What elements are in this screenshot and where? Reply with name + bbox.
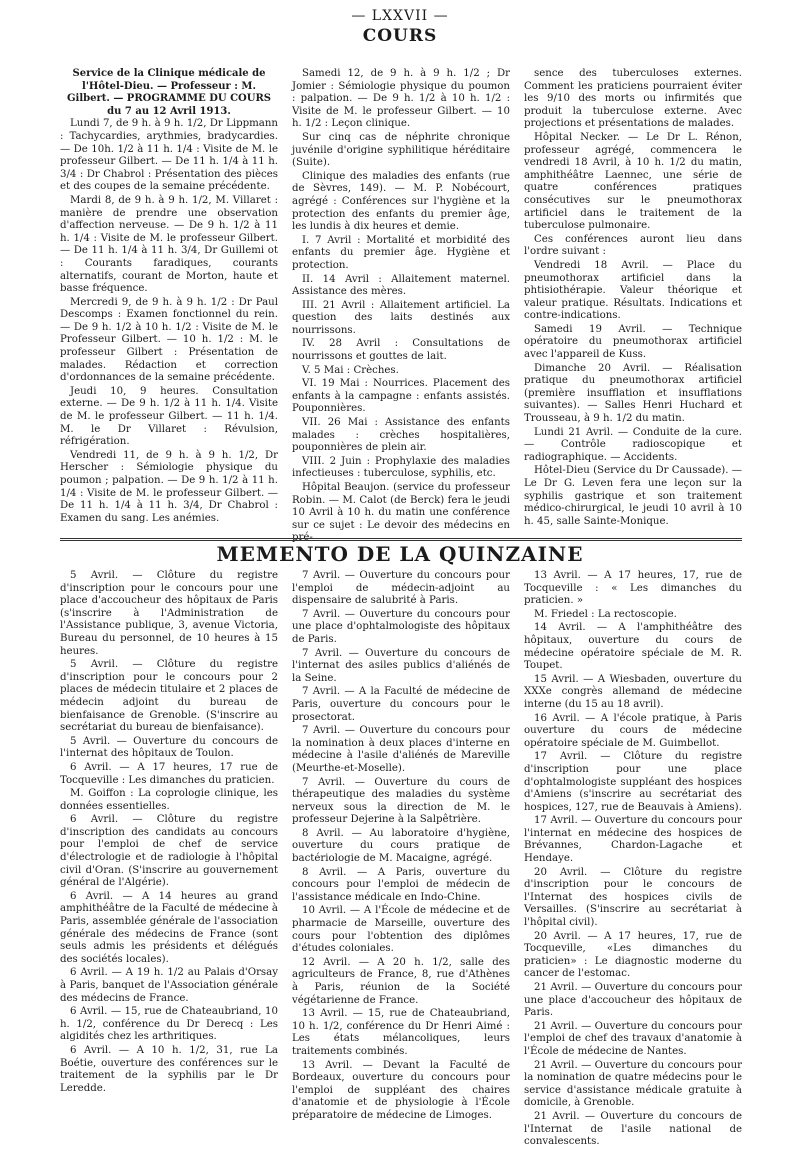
paragraph: VI. 19 Mai : Nourrices. Placement des enfants à la campagne : enfants assistés. Pouponnières. — [292, 378, 510, 415]
paragraph: 21 Avril. — Ouverture du concours pour l'emploi de chef des travaux d'anatomie à l'École de médecine de Nantes. — [524, 1020, 742, 1057]
paragraph: 16 Avril. — A l'école pratique, à Paris ouverture du cours de médecine opératoire spéciale de M. Guimbellot. — [524, 712, 742, 749]
paragraph: 5 Avril. — Clôture du registre d'inscription pour le concours pour 2 places de médecin titulaire et 2 places de médecin adjoint du bureau de bienfaisance de Grenoble. (S'inscrire au secrétariat du bureau de bienfaisance). — [60, 659, 278, 734]
paragraph: M. Goiffon : La coprologie clinique, les données essentielles. — [60, 788, 278, 812]
paragraph: 17 Avril. — Clôture du registre d'inscription pour une place d'ophtalmologiste suppléant des hospices d'Amiens (s'inscrire au secrétariat des hospices, 127, rue de Beauvais à Amiens). — [524, 751, 742, 813]
paragraph: sence des tuberculoses externes. Comment les praticiens pourraient éviter les 9/10 des morts ou infirmités que produit la tuberculose externe. Avec projections et présentations de malades. — [524, 68, 742, 130]
paragraph: 21 Avril. — Ouverture du concours pour une place d'accoucheur des hôpitaux de Paris. — [524, 982, 742, 1019]
paragraph: Samedi 12, de 9 h. à 9 h. 1/2 ; Dr Jomier : Sémiologie physique du poumon : palpation. — De 9 h. 1/2 à 10 h. 1/2 : Visite de M. le professeur Gilbert. — 10 h. 1/2 : Leçon clinique. — [292, 68, 510, 130]
paragraph: 15 Avril. — A Wiesbaden, ouverture du XXXe congrès allemand de médecine interne (du 15 au 18 avril). — [524, 673, 742, 710]
paragraph: Hôpital Necker. — Le Dr L. Rénon, professeur agrégé, commencera le vendredi 18 Avril, à 10 h. 1/2 du matin, amphithéâtre Laennec, une série de quatre conférences pratiques consécutives sur le pneumothorax artificiel dans le traitement de la tuberculose pulmonaire. — [524, 131, 742, 232]
paragraph: 6 Avril. — A 17 heures, 17 rue de Tocqueville : Les dimanches du praticien. — [60, 761, 278, 786]
paragraph: Lundi 21 Avril. — Conduite de la cure. — Contrôle radioscopique et radiographique. — Accidents. — [524, 426, 742, 463]
paragraph: 8 Avril. — Au laboratoire d'hygiène, ouverture du cours pratique de bactériologie de M. Macaigne, agrégé. — [292, 827, 510, 865]
paragraph: 6 Avril. — 15, rue de Chateaubriand, 10 h. 1/2, conférence du Dr Derecq : Les algidités chez les arthritiques. — [60, 1006, 278, 1043]
paragraph: 13 Avril. — A 17 heures, 17, rue de Tocqueville : « Les dimanches du praticien. » — [524, 570, 742, 607]
cours-section — [60, 68, 742, 544]
paragraph: VIII. 2 Juin : Prophylaxie des maladies infectieuses : tuberculose, syphilis, etc. — [292, 455, 510, 480]
paragraph: Vendredi 11, de 9 h. à 9 h. 1/2, Dr Herscher : Sémiologie physique du poumon ; palpation. — De 9 h. 1/2 à 11 h. 1/4 : Visite de M. le professeur Gilbert. — De 11 h. 1/4 à 11 h. 3/4, Dr Chabrol : Examen du sang. Les anémies. — [60, 449, 278, 524]
memento-title: MEMENTO DE LA QUINZAINE — [216, 542, 584, 566]
paragraph: M. Friedel : La rectoscopie. — [534, 608, 677, 620]
paragraph: 12 Avril. — A 20 h. 1/2, salle des agriculteurs de France, 8, rue d'Athènes à Paris, réunion de la Société végétarienne de France. — [292, 956, 510, 1006]
paragraph: Clinique des maladies des enfants (rue de Sèvres, 149). — M. P. Nobécourt, agrégé : Conférences sur l'hygiène et la protection des enfants du premier âge, les lundis à dix heures et demie. — [292, 170, 510, 233]
paragraph: 17 Avril. — Ouverture du concours pour l'internat en médecine des hospices de Brévannes, Chardon-Lagache et Hendaye. — [524, 815, 742, 865]
paragraph: II. 14 Avril : Allaitement maternel. Assistance des mères. — [292, 273, 510, 298]
paragraph: 20 Avril. — A 17 heures, 17, rue de Tocqueville, «Les dimanches du praticien» : Le diagnostic moderne du cancer de l'estomac. — [524, 930, 742, 980]
cours-column-1 — [60, 68, 278, 535]
paragraph: Lundi 7, de 9 h. à 9 h. 1/2, Dr Lippmann : Tachycardies, arythmies, bradycardies. — De 10h. 1/2 à 11 h. 1/4 : Visite de M. le professeur Gilbert. — De 11 h. 1/4 à 11 h. 3/4 : Dr Chabrol : Présentation des pièces et des coupes de la semaine précédente. — [60, 118, 278, 193]
paragraph: 7 Avril. — A la Faculté de médecine de Paris, ouverture du concours pour le prosectorat. — [292, 686, 510, 723]
paragraph: 10 Avril. — A l'École de médecine et de pharmacie de Marseille, ouverture des cours pour l'obtention des diplômes d'études coloniales. — [292, 905, 510, 955]
paragraph: 13 Avril. — Devant la Faculté de Bordeaux, ouverture du concours pour l'emploi de suppléant des chaires d'anatomie et de physiologie à l'École préparatoire de médecine de Limoges. — [292, 1059, 510, 1121]
section-heading: Service de la Clinique médicale de l'Hôtel-Dieu. — Professeur : M. Gilbert. — PROGRAMME DU COURS du 7 au 12 Avril 1913. — [66, 68, 271, 117]
paragraph: 21 Avril. — Ouverture du concours de l'Internat de l'asile national de convalescents. — [524, 1110, 742, 1148]
paragraph: Vendredi 18 Avril. — Place du pneumothorax artificiel dans la phtisiothérapie. Valeur théorique et valeur pratique. Résultats. Indications et contre-indications. — [524, 259, 742, 322]
paragraph: Hôtel-Dieu (Service du Dr Caussade). — Le Dr G. Leven fera une leçon sur la syphilis gastrique et son traitement médico-chirurgical, le jeudi 10 avril à 10 h. 45, salle Sainte-Monique. — [524, 465, 742, 527]
paragraph: V. 5 Mai : Crèches. — [302, 364, 399, 376]
paragraph: 5 Avril. — Clôture du registre d'inscription pour le concours pour une place d'accoucheur des hôpitaux de Paris (s'inscrire à l'Administration de l'Assistance publique, 3, avenue Victoria, Bureau du personnel, de 10 heures à 15 heures. — [60, 570, 278, 657]
paragraph: Hôpital Beaujon. (service du professeur Robin. — M. Calot (de Berck) fera le jeudi 10 Avril à 10 h. du matin une conférence sur ce sujet : Le devoir des médecins en pré- — [292, 482, 510, 544]
paragraph: 6 Avril. — A 19 h. 1/2 au Palais d'Orsay à Paris, banquet de l'Association générale des médecins de France. — [60, 967, 278, 1004]
paragraph: 6 Avril. — A 10 h. 1/2, 31, rue La Boétie, ouverture des conférences sur le traitement de la syphilis par le Dr Leredde. — [60, 1044, 278, 1094]
paragraph: 7 Avril. — Ouverture du concours pour l'emploi de médecin-adjoint au dispensaire de salubrité à Paris. — [292, 570, 510, 607]
paragraph: 6 Avril. — A 14 heures au grand amphithéâtre de la Faculté de médecine à Paris, assemblée générale de l'association générale des médecins de France (sont seuls admis les présidents et délégués des sociétés locales). — [60, 890, 278, 965]
paragraph: Jeudi 10, 9 heures. Consultation externe. — De 9 h. 1/2 à 11 h. 1/4. Visite de M. le professeur Gilbert. — 11 h. 1/4. M. le Dr Villaret : Révulsion, réfrigération. — [60, 385, 278, 448]
paragraph: Mardi 8, de 9 h. à 9 h. 1/2, M. Villaret : manière de prendre une observation d'affection nerveuse. — De 9 h. 1/2 à 11 h. 1/4 : Visite de M. le professeur Gilbert. — De 11 h. 1/4 à 11 h. 3/4, Dr Guillemi ot : Courants faradiques, courants alternatifs, courant de Morton, haute et basse fréquence. — [60, 194, 278, 295]
cours-title: COURS — [362, 26, 438, 46]
cours-column-3 — [524, 68, 742, 535]
section-divider-bottom — [60, 540, 742, 541]
paragraph: 13 Avril. — 15, rue de Chateaubriand, 10 h. 1/2, conférence du Dr Henri Aimé : Les états mélancoliques, leurs traitements combinés. — [292, 1008, 510, 1057]
paragraph: Dimanche 20 Avril. — Réalisation pratique du pneumothorax artificiel (première insufflation et insufflations suivantes). — Salles Henri Huchard et Trousseau, à 9 h. 1/2 du matin. — [524, 362, 742, 425]
paragraph: 14 Avril. — A l'amphithéâtre des hôpitaux, ouverture du cours de médecine opératoire spéciale de M. R. Toupet. — [524, 622, 742, 672]
paragraph: IV. 28 Avril : Consultations de nourrissons et gouttes de lait. — [292, 338, 510, 363]
paragraph: Samedi 19 Avril. — Technique opératoire du pneumothorax artificiel avec l'appareil de Kuss. — [524, 323, 742, 361]
paragraph: 8 Avril. — A Paris, ouverture du concours pour l'emploi de médecin de l'assistance médicale en Indo-Chine. — [292, 866, 510, 903]
paragraph: Mercredi 9, de 9 h. à 9 h. 1/2 : Dr Paul Descomps : Examen fonctionnel du rein. — De 9 h. 1/2 à 10 h. 1/2 : Visite de M. le Professeur Gilbert. — 10 h. 1/2 : M. le professeur Gilbert : Présentation de malades. Rédaction et correction d'ordonnances de la semaine précédente. — [60, 296, 278, 384]
section-divider-top — [60, 538, 742, 539]
cours-column-2 — [292, 68, 510, 544]
memento-column-1 — [60, 570, 278, 1140]
paragraph: Sur cinq cas de néphrite chronique juvénile d'origine syphilitique héréditaire (Suite). — [292, 131, 510, 169]
memento-column-3 — [524, 570, 742, 1148]
paragraph: 7 Avril. — Ouverture du concours pour une place d'ophtalmologiste des hôpitaux de Paris. — [292, 608, 510, 645]
paragraph: 7 Avril. — Ouverture du concours de l'internat des asiles publics d'aliénés de la Seine. — [292, 647, 510, 684]
paragraph: Ces conférences auront lieu dans l'ordre suivant : — [524, 233, 742, 258]
paragraph: 7 Avril. — Ouverture du concours pour la nomination à deux places d'interne en médecine à l'asile d'aliénés de Mareville (Meurthe-et-Moselle). — [292, 725, 510, 774]
memento-section — [60, 570, 742, 1148]
paragraph: 20 Avril. — Clôture du registre d'inscription pour le concours de l'Internat des hospices civils de Versailles. (S'inscrire au secrétariat à l'hôpital civil). — [524, 866, 742, 929]
paragraph: III. 21 Avril : Allaitement artificiel. La question des laits destinés aux nourrissons. — [292, 299, 510, 336]
paragraph: 6 Avril. — Clôture du registre d'inscription des candidats au concours pour l'emploi de chef de service d'électrologie et de radiologie à l'hôpital civil d'Oran. (S'inscrire au gouvernement général de l'Algérie). — [60, 814, 278, 889]
paragraph: 7 Avril. — Ouverture du cours de thérapeutique des maladies du système nerveux sous la direction de M. le professeur Dejerine à la Salpêtrière. — [292, 776, 510, 826]
paragraph: 21 Avril. — Ouverture du concours pour la nomination de quatre médecins pour le service d'assistance médicale gratuite à domicile, à Grenoble. — [524, 1059, 742, 1109]
paragraph: I. 7 Avril : Mortalité et morbidité des enfants du premier âge. Hygiène et protection. — [292, 234, 510, 271]
paragraph: 5 Avril. — Ouverture du concours de l'internat des hôpitaux de Toulon. — [60, 735, 278, 760]
memento-column-2 — [292, 570, 510, 1140]
page-number: — LXXVII — — [351, 8, 449, 24]
paragraph: VII. 26 Mai : Assistance des enfants malades : crèches hospitalières, pouponnières de plein air. — [292, 417, 510, 454]
